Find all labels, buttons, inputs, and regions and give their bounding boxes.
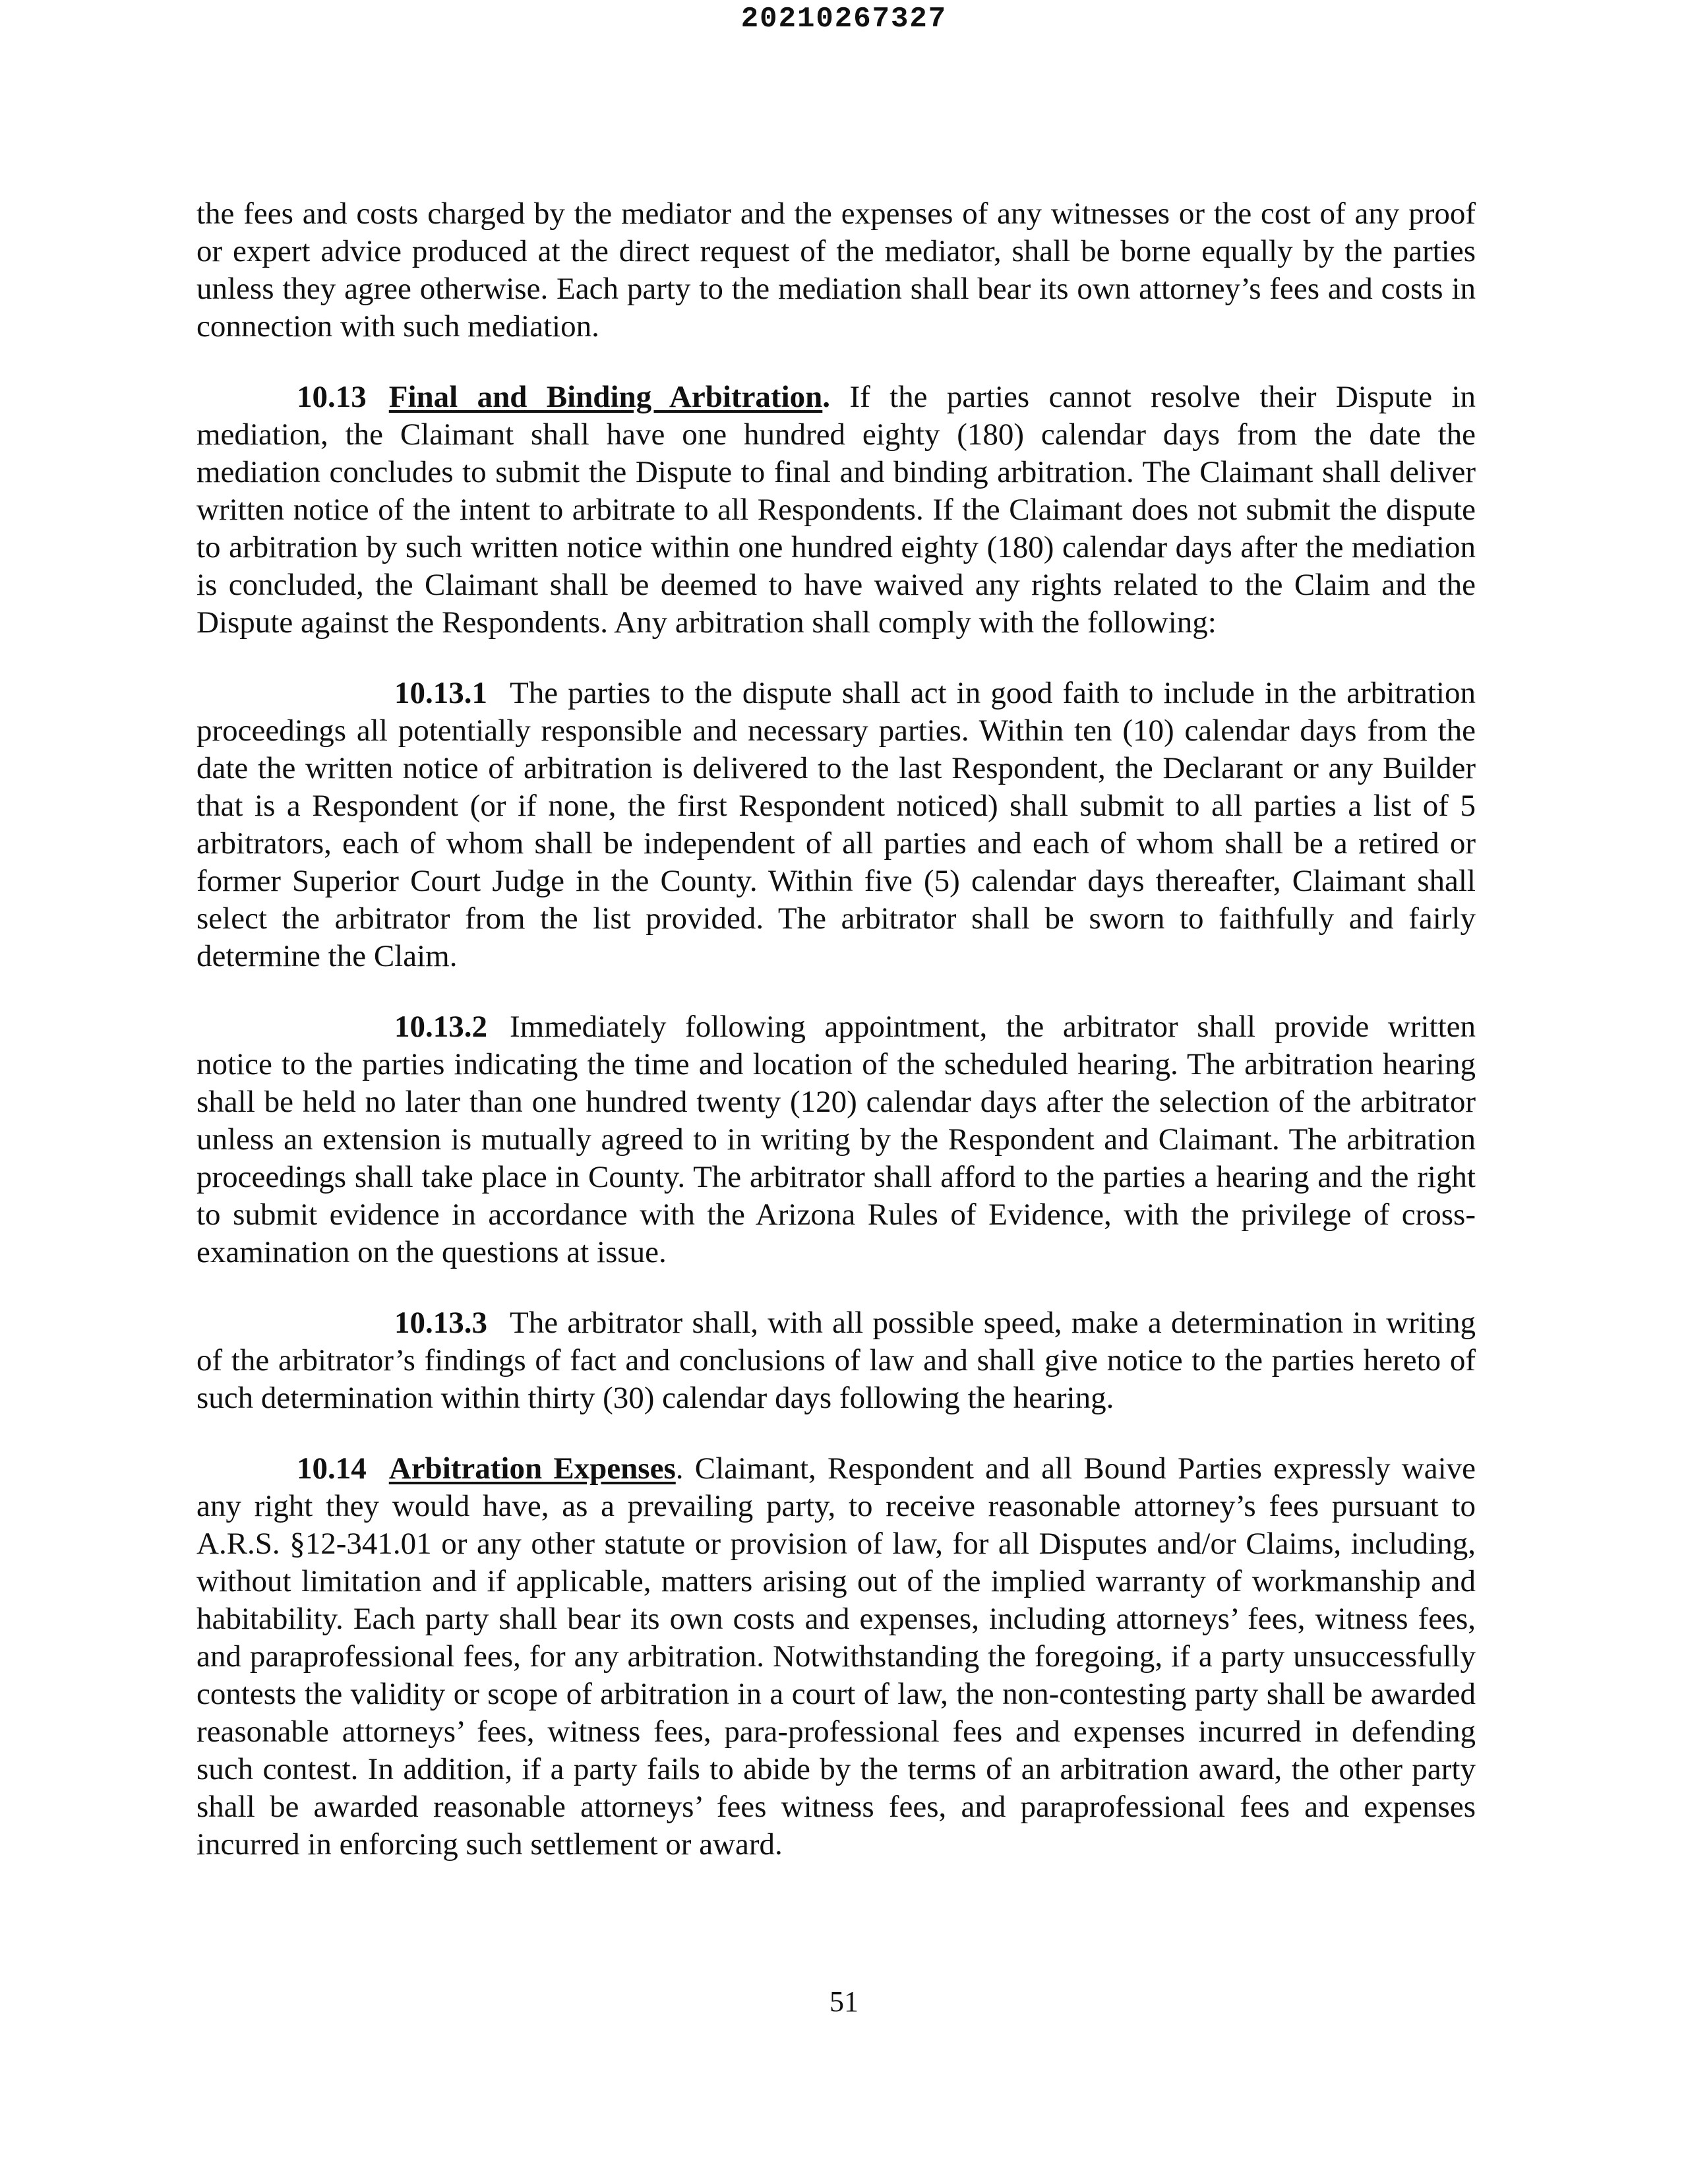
document-body — [196, 195, 1476, 1896]
section-text: If the parties cannot resolve their Dispute in mediation, the Claimant shall have one hundred eighty (180) calendar days from the date the mediation concludes to submit the Dispute to final and binding arbitration. The Claimant shall deliver written notice of the intent to arbitrate to all Respondents. If the Claimant does not submit the dispute to arbitration by such written notice within one hundred eighty (180) calendar days after the mediation is concluded, the Claimant shall be deemed to have waived any rights related to the Claim and the Dispute against the Respondents. Any arbitration shall comply with the following: — [196, 380, 1476, 640]
section-text: The arbitrator shall, with all possible speed, make a determination in writing of the arbitrator’s findings of fact and conclusions of law and shall give notice to the parties hereto of such determination within thirty (30) calendar days following the hearing. — [196, 1306, 1476, 1415]
section-heading: Arbitration Expenses — [388, 1451, 676, 1486]
section-text: Immediately following appointment, the arbitrator shall provide written notice to the parties indicating the time and location of the scheduled hearing. The arbitration hearing shall be held no later than one hundred twenty (120) calendar days after the selection of the arbitrator unless an extension is mutually agreed to in writing by the Respondent and Claimant. The arbitration proceedings shall take place in County. The arbitrator shall afford to the parties a hearing and the right to submit evidence in accordance with the Arizona Rules of Evidence, with the privilege of cross-examination on the questions at issue. — [196, 1010, 1476, 1269]
heading-punctuation: . — [822, 380, 831, 414]
section-number: 10.13.3 — [394, 1306, 487, 1340]
section-number: 10.14 — [297, 1451, 367, 1486]
paragraph-text: the fees and costs charged by the mediator and the expenses of any witnesses or the cost of any proof or expert advice produced at the direct request of the mediator, shall be borne equally by the parties unless they agree otherwise. Each party to the mediation shall bear its own attorney’s fees and costs in connection with such mediation. — [196, 197, 1476, 344]
section-10-13-1 — [196, 675, 1476, 975]
heading-punctuation: . — [675, 1451, 684, 1486]
section-10-13-2 — [196, 1008, 1476, 1271]
section-10-13-3 — [196, 1304, 1476, 1417]
paragraph-continuation — [196, 195, 1476, 346]
section-text: The parties to the dispute shall act in good faith to include in the arbitration proceedings all potentially responsible and necessary parties. Within ten (10) calendar days from the date the written notice of arbitration is delivered to the last Respondent, the Declarant or any Builder that is a Respondent (or if none, the first Respondent noticed) shall submit to all parties a list of 5 arbitrators, each of whom shall be independent of all parties and each of whom shall be a retired or former Superior Court Judge in the County. Within five (5) calendar days thereafter, Claimant shall select the arbitrator from the list provided. The arbitrator shall be sworn to faithfully and fairly determine the Claim. — [196, 676, 1476, 973]
section-text: Claimant, Respondent and all Bound Parties expressly waive any right they would have, as a prevailing party, to receive reasonable attorney’s fees pursuant to A.R.S. §12-341.01 or any other statute or provision of law, for all Disputes and/or Claims, including, without limitation and if applicable, matters arising out of the implied warranty of workmanship and habitability. Each party shall bear its own costs and expenses, including attorneys’ fees, witness fees, and paraprofessional fees, for any arbitration. Notwithstanding the foregoing, if a party unsuccessfully contests the validity or scope of arbitration in a court of law, the non-contesting party shall be awarded reasonable attorneys’ fees, witness fees, para-professional fees and expenses incurred in defending such contest. In addition, if a party fails to abide by the terms of an arbitration award, the other party shall be awarded reasonable attorneys’ fees witness fees, and paraprofessional fees and expenses incurred in enforcing such settlement or award. — [196, 1451, 1476, 1862]
section-number: 10.13 — [297, 380, 367, 414]
section-heading: Final and Binding Arbitration — [388, 380, 823, 414]
document-number: 20210267327 — [740, 3, 948, 36]
section-10-14 — [196, 1450, 1476, 1864]
section-10-13 — [196, 379, 1476, 642]
page-number: 51 — [829, 1986, 859, 2018]
section-number: 10.13.2 — [394, 1010, 487, 1044]
section-number: 10.13.1 — [394, 676, 487, 710]
